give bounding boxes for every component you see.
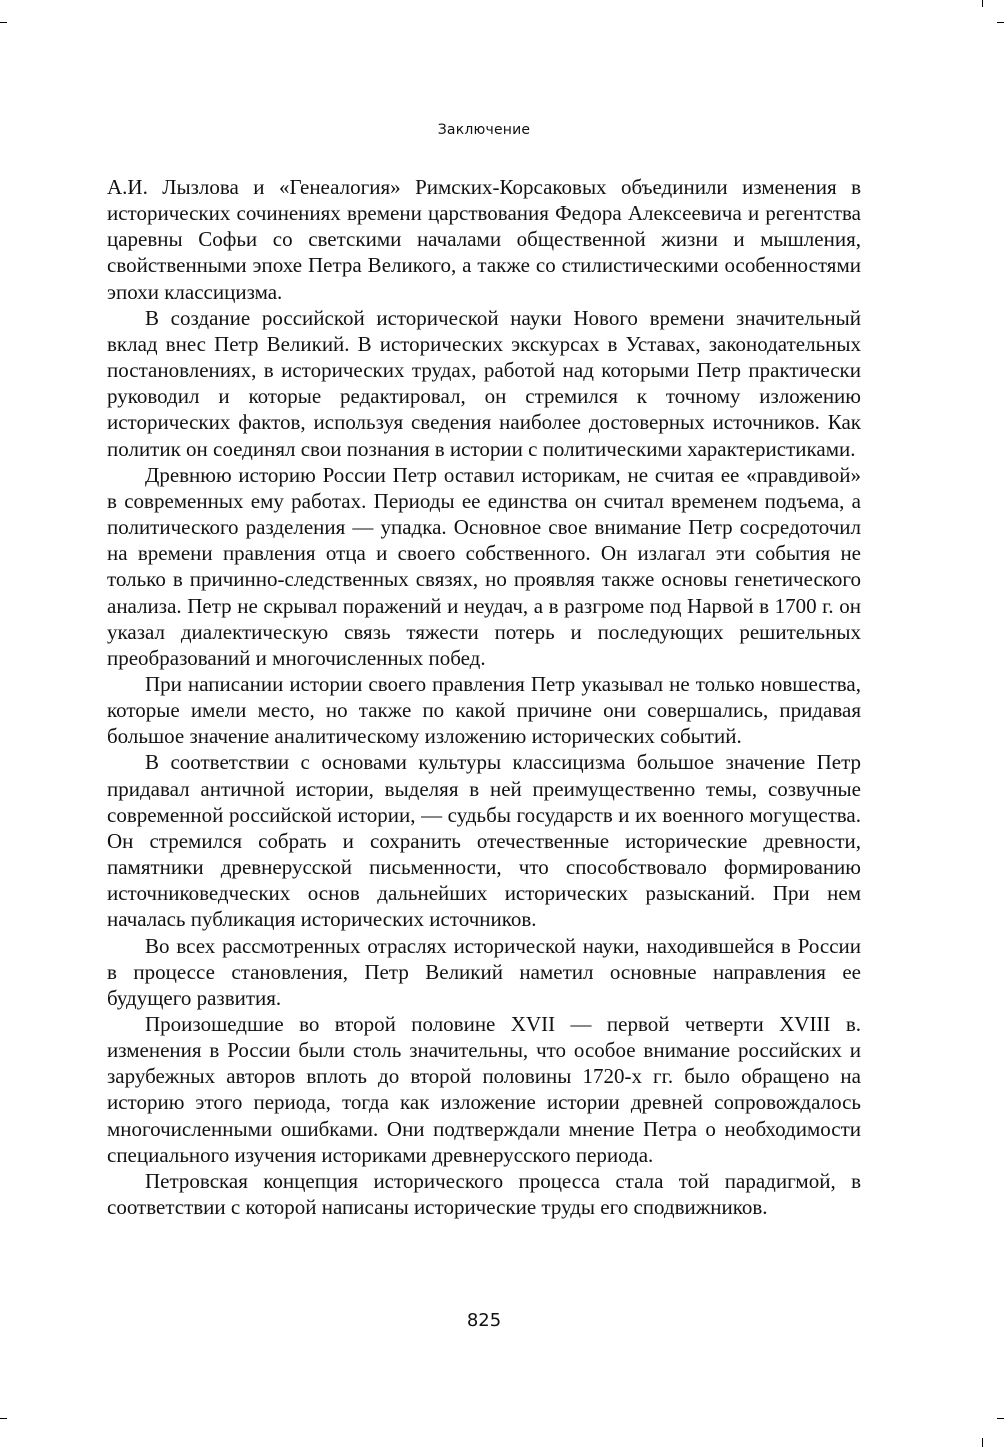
paragraph-1: А.И. Лызлова и «Генеалогия» Римских-Корсаковых объединили изменения в исторических сочинениях времени царствования Федора Алексеевича и регентства царевны Софьи со светскими началами общественной жизни и мышления, свойственными эпохе Петра Великого, а также со стилистическими особенностями эпохи классицизма. [107,175,861,304]
paragraph-7: Произошедшие во второй половине XVII — первой четверти XVIII в. изменения в России были столь значительны, что особое внимание российских и зарубежных авторов вплоть до второй половины 1720-х гг. было обращено на историю этого периода, тогда как изложение истории древней сопровождалось многочисленными ошибками. Они подтверждали мнение Петра о необходимости специального изучения историками древнерусского периода. [107,1012,861,1167]
crop-mark-top-right-horizontal [997,22,1004,23]
crop-mark-bottom-left [0,1418,7,1419]
running-header: Заключение [437,122,531,138]
paragraph-4: При написании истории своего правления Петр указывал не только новшества, которые имели место, но также по какой причине они совершались, придавая большое значение аналитическому изложению исторических событий. [107,671,861,749]
crop-mark-top-right-vertical [982,0,983,7]
paragraph-6: Во всех рассмотренных отраслях исторической науки, находившейся в России в процессе становления, Петр Великий наметил основные направления ее будущего развития. [107,933,861,1010]
crop-mark-bottom-right-vertical [982,1438,983,1447]
paragraph-8: Петровская концепция исторического процесса стала той парадигмой, в соответствии с которой написаны исторические труды его сподвижников. [107,1168,861,1220]
crop-mark-top-left [0,22,7,23]
crop-mark-bottom-right-horizontal [997,1418,1004,1419]
paragraph-3: Древнюю историю России Петр оставил историкам, не считая ее «правдивой» в современных ему работах. Периоды ее единства он считал временем подъема, а политического разделения — упадка. Основное свое внимание Петр сосредоточил на времени правления отца и своего собственного. Он излагал эти события не только в причинно-следственных связях, но проявляя также основы генетического анализа. Петр не скрывал поражений и неудач, а в разгроме под Нарвой в 1700 г. он указал диалектическую связь тяжести потерь и последующих решительных преобразований и многочисленных побед. [107,462,861,670]
body-text [107,174,861,1220]
paragraph-2: В создание российской исторической науки Нового времени значительный вклад внес Петр Великий. В исторических экскурсах в Уставах, законодательных постановлениях, в исторических трудах, работой над которыми Петр практически руководил и которые редактировал, он стремился к точному изложению исторических фактов, используя сведения наиболее достоверных источников. Как политик он соединял свои познания в истории с политическими характеристиками. [107,305,861,461]
page-number: 825 [466,1310,502,1331]
paragraph-5: В соответствии с основами культуры классицизма большое значение Петр придавал античной истории, выделяя в ней преимущественно темы, созвучные современной российской истории, — судьбы государств и их военного могущества. Он стремился собрать и сохранить отечественные исторические древности, памятники древнерусской письменности, что способствовало формированию источниковедческих основ дальнейших исторических разысканий. При нем началась публикация исторических источников. [107,750,861,932]
